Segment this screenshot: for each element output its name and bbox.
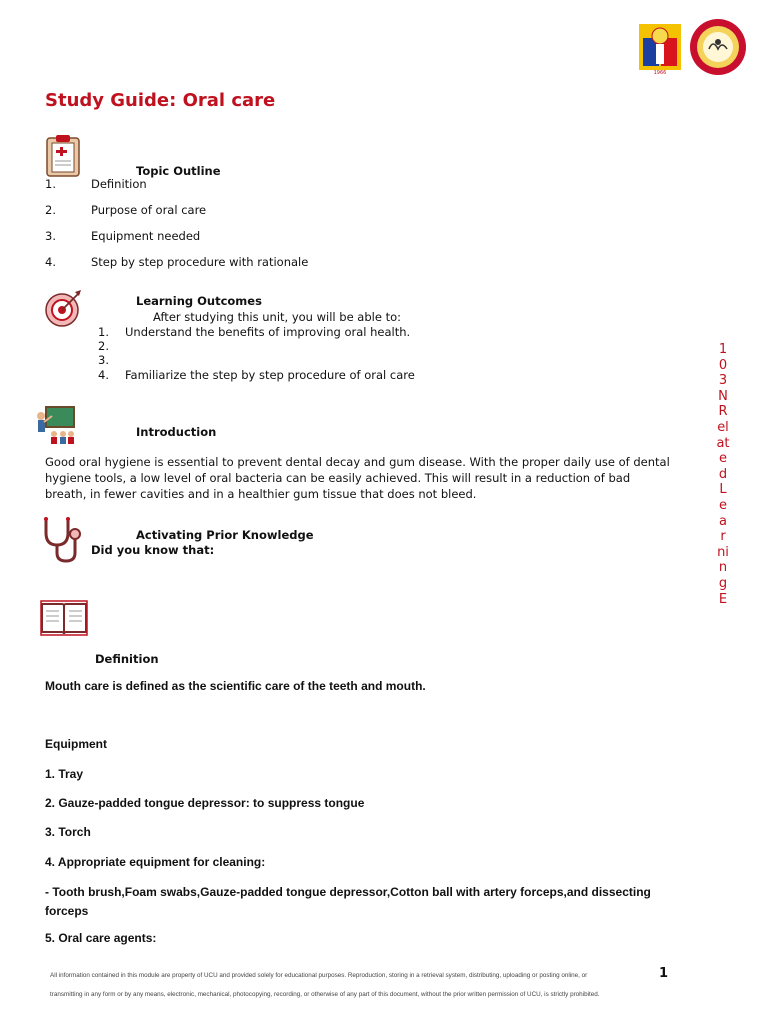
list-item: 3. Equipment needed: [45, 229, 201, 243]
footer-disclaimer-line1: All information contained in this module are property of UCU and provided solely for educational purposes. Reproduction, storing in a retrieval system, distributing, uploading or posting online, or: [50, 972, 588, 979]
learning-outcomes-heading: Learning Outcomes: [136, 294, 262, 308]
open-book-icon: [40, 598, 88, 640]
target-icon: [44, 288, 84, 336]
equipment-item: 3. Torch: [45, 825, 91, 839]
stethoscope-icon: [40, 516, 86, 568]
learning-outcomes-intro: After studying this unit, you will be able to:: [153, 310, 401, 324]
page-number: 1: [659, 966, 669, 981]
list-item: 2. Purpose of oral care: [45, 203, 207, 217]
equipment-detail: - Tooth brush,Foam swabs,Gauze-padded tongue depressor,Cotton ball with artery forceps,and dissecting forceps: [45, 885, 651, 918]
topic-outline-heading: Topic Outline: [136, 164, 221, 178]
teacher-board-icon: [34, 404, 76, 450]
side-vertical-text: 1 0 3 N R el at e d L e a r ni n g E: [716, 342, 730, 607]
svg-text:1966: 1966: [653, 70, 667, 76]
clipboard-icon: [45, 133, 81, 181]
definition-text: Mouth care is defined as the scientific care of the teeth and mouth.: [45, 679, 426, 693]
prior-knowledge-subheading: Did you know that:: [91, 543, 215, 557]
list-item: 1. Understand the benefits of improving oral health.: [98, 325, 411, 339]
equipment-heading: Equipment: [45, 737, 107, 751]
equipment-item: 4. Appropriate equipment for cleaning:: [45, 855, 266, 869]
university-seal-logo: [689, 18, 747, 76]
definition-heading: Definition: [95, 652, 159, 666]
list-item: 3.: [98, 353, 109, 367]
list-item: 4. Step by step procedure with rationale: [45, 255, 309, 269]
footer-disclaimer-line2: transmitting in any form or by any means, electronic, mechanical, photocopying, recording, or otherwise of any part of this document, without the prior written permission of UCU, is strictly prohibited.: [50, 991, 600, 998]
list-item: 2.: [98, 339, 109, 353]
equipment-item: 2. Gauze-padded tongue depressor: to suppress tongue: [45, 796, 365, 810]
philippine-seal-logo: [637, 22, 683, 76]
list-item: 1. Definition: [45, 177, 147, 191]
equipment-item: 5. Oral care agents:: [45, 931, 157, 945]
equipment-item: 1. Tray: [45, 767, 84, 781]
list-item: 4. Familiarize the step by step procedure of oral care: [98, 368, 415, 382]
introduction-paragraph: Good oral hygiene is essential to prevent dental decay and gum disease. With the proper daily use of dental hygiene tools, a low level of oral bacteria can be easily achieved. This will result in a reduction of bad breath, in fewer cavities and in a healthier gum tissue that does not bleed.: [45, 455, 670, 501]
page-title: Study Guide: Oral care: [45, 90, 276, 111]
prior-knowledge-heading: Activating Prior Knowledge: [136, 528, 314, 542]
introduction-heading: Introduction: [136, 425, 217, 439]
